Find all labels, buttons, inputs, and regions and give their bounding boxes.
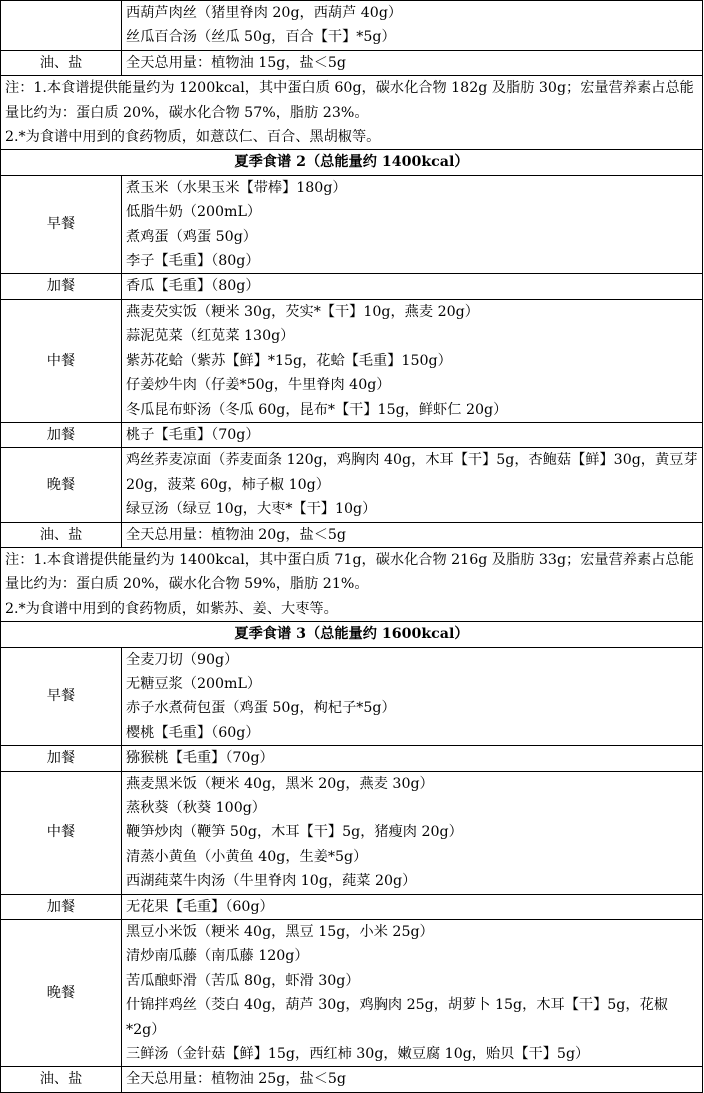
food-item: 无糖豆浆（200mL） (126, 675, 262, 692)
meal-label-dinner: 晚餐 (1, 920, 122, 1067)
table-row (1, 522, 703, 547)
meal-label-cell (1, 1, 122, 51)
food-item: 全麦刀切（90g） (126, 651, 239, 668)
food-item: 无花果【毛重】（60g） (122, 894, 703, 919)
table-row (1, 647, 703, 746)
meal-label-breakfast: 早餐 (1, 175, 122, 274)
oil-salt-text: 全天总用量：植物油 20g，盐＜5g (122, 522, 703, 547)
table-row (1, 175, 703, 274)
food-item: 什锦拌鸡丝（茭白 40g，葫芦 30g，鸡胸肉 25g，胡萝卜 15g，木耳【干】5g，花椒*2g） (126, 997, 668, 1038)
meal-label-lunch: 中餐 (1, 299, 122, 422)
food-cell (122, 920, 703, 1067)
food-item: 桃子【毛重】（70g） (122, 422, 703, 447)
table-row (1, 547, 703, 621)
food-item: 绿豆汤（绿豆 10g，大枣*【干】10g） (126, 501, 377, 518)
table-row (1, 76, 703, 150)
note-line-2: 2.*为食谱中用到的食药物质，如薏苡仁、百合、黑胡椒等。 (5, 129, 381, 146)
note-line-1: 注：1.本食谱提供能量约为 1200kcal，其中蛋白质 60g，碳水化合物 182g 及脂肪 30g；宏量营养素占总能量比约为：蛋白质 20%，碳水化合物 57%，脂肪 23%。 (5, 80, 694, 121)
food-item: 煮鸡蛋（鸡蛋 50g） (126, 228, 257, 245)
meal-label-snack: 加餐 (1, 274, 122, 299)
food-item: 赤子水煮荷包蛋（鸡蛋 50g，枸杞子*5g） (126, 700, 396, 717)
food-cell (122, 647, 703, 746)
food-item: 猕猴桃【毛重】（70g） (122, 746, 703, 771)
table-row (1, 422, 703, 447)
meal-label-lunch: 中餐 (1, 771, 122, 894)
food-item: 鞭笋炒肉（鞭笋 50g，木耳【干】5g，猪瘦肉 20g） (126, 824, 463, 841)
table-row (1, 274, 703, 299)
note-cell (1, 76, 703, 150)
food-item: 苦瓜酿虾滑（苦瓜 80g，虾滑 30g） (126, 972, 360, 989)
note-line-1: 注：1.本食谱提供能量约为 1400kcal，其中蛋白质 71g，碳水化合物 216g 及脂肪 33g；宏量营养素占总能量比约为：蛋白质 20%，碳水化合物 59%，脂肪 21%。 (5, 551, 694, 593)
table-row (1, 150, 703, 175)
menu-title: 夏季食谱 3（总能量约 1600kcal） (1, 622, 703, 647)
table-row (1, 448, 703, 522)
food-item: 冬瓜昆布虾汤（冬瓜 60g，昆布*【干】15g，鲜虾仁 20g） (126, 401, 508, 418)
food-item: 西湖莼菜牛肉汤（牛里脊肉 10g，莼菜 20g） (126, 873, 417, 890)
food-item: 燕麦黑米饭（粳米 40g，黑米 20g，燕麦 30g） (126, 775, 434, 792)
note-cell (1, 547, 703, 621)
food-cell (122, 175, 703, 274)
meal-label-snack: 加餐 (1, 894, 122, 919)
oil-salt-label: 油、盐 (1, 50, 122, 75)
food-item: 蒜泥苋菜（红苋菜 130g） (126, 328, 295, 345)
table-row (1, 894, 703, 919)
meal-label-breakfast: 早餐 (1, 647, 122, 746)
food-cell (122, 448, 703, 522)
food-item: 煮玉米（水果玉米【带棒】180g） (126, 179, 347, 196)
food-item: 李子【毛重】（80g） (126, 253, 260, 270)
food-item: 樱桃【毛重】（60g） (126, 724, 260, 741)
menu-title: 夏季食谱 2（总能量约 1400kcal） (1, 150, 703, 175)
food-cell (122, 771, 703, 894)
oil-salt-label: 油、盐 (1, 1067, 122, 1092)
meal-label-snack: 加餐 (1, 746, 122, 771)
oil-salt-text: 全天总用量：植物油 25g，盐＜5g (122, 1067, 703, 1092)
table-row (1, 1, 703, 51)
food-item: 清炒南瓜藤（南瓜藤 120g） (126, 948, 309, 965)
food-item: 香瓜【毛重】（80g） (122, 274, 703, 299)
meal-label-dinner: 晚餐 (1, 448, 122, 522)
meal-label-snack: 加餐 (1, 422, 122, 447)
food-item: 鸡丝荞麦凉面（荞麦面条 120g，鸡胸肉 40g，木耳【干】5g，杏鲍菇【鲜】30g，黄豆芽 20g，菠菜 60g，柿子椒 10g） (126, 452, 698, 493)
oil-salt-label: 油、盐 (1, 522, 122, 547)
table-row (1, 1067, 703, 1092)
food-item: 丝瓜百合汤（丝瓜 50g，百合【干】*5g） (126, 29, 396, 46)
food-item: 黑豆小米饭（粳米 40g，黑豆 15g，小米 25g） (126, 924, 434, 941)
table-row (1, 920, 703, 1067)
food-item: 仔姜炒牛肉（仔姜*50g，牛里脊肉 40g） (126, 377, 391, 394)
table-row (1, 622, 703, 647)
food-cell (122, 299, 703, 422)
food-item: 三鲜汤（金针菇【鲜】15g，西红柿 30g，嫩豆腐 10g，贻贝【干】5g） (126, 1046, 590, 1063)
food-item: 紫苏花蛤（紫苏【鲜】*15g，花蛤【毛重】150g） (126, 352, 452, 369)
note-line-2: 2.*为食谱中用到的食药物质，如紫苏、姜、大枣等。 (5, 600, 338, 617)
food-item: 蒸秋葵（秋葵 100g） (126, 800, 266, 816)
table-row (1, 299, 703, 422)
table-row (1, 771, 703, 894)
table-row (1, 746, 703, 771)
food-item: 低脂牛奶（200mL） (126, 204, 262, 221)
oil-salt-text: 全天总用量：植物油 15g，盐＜5g (122, 50, 703, 75)
food-item: 清蒸小黄鱼（小黄鱼 40g，生姜*5g） (126, 848, 368, 865)
food-item: 燕麦芡实饭（粳米 30g，芡实*【干】10g，燕麦 20g） (126, 303, 479, 320)
table-row (1, 50, 703, 75)
food-cell (122, 1, 703, 51)
food-item: 西葫芦肉丝（猪里脊肉 20g，西葫芦 40g） (126, 5, 403, 21)
